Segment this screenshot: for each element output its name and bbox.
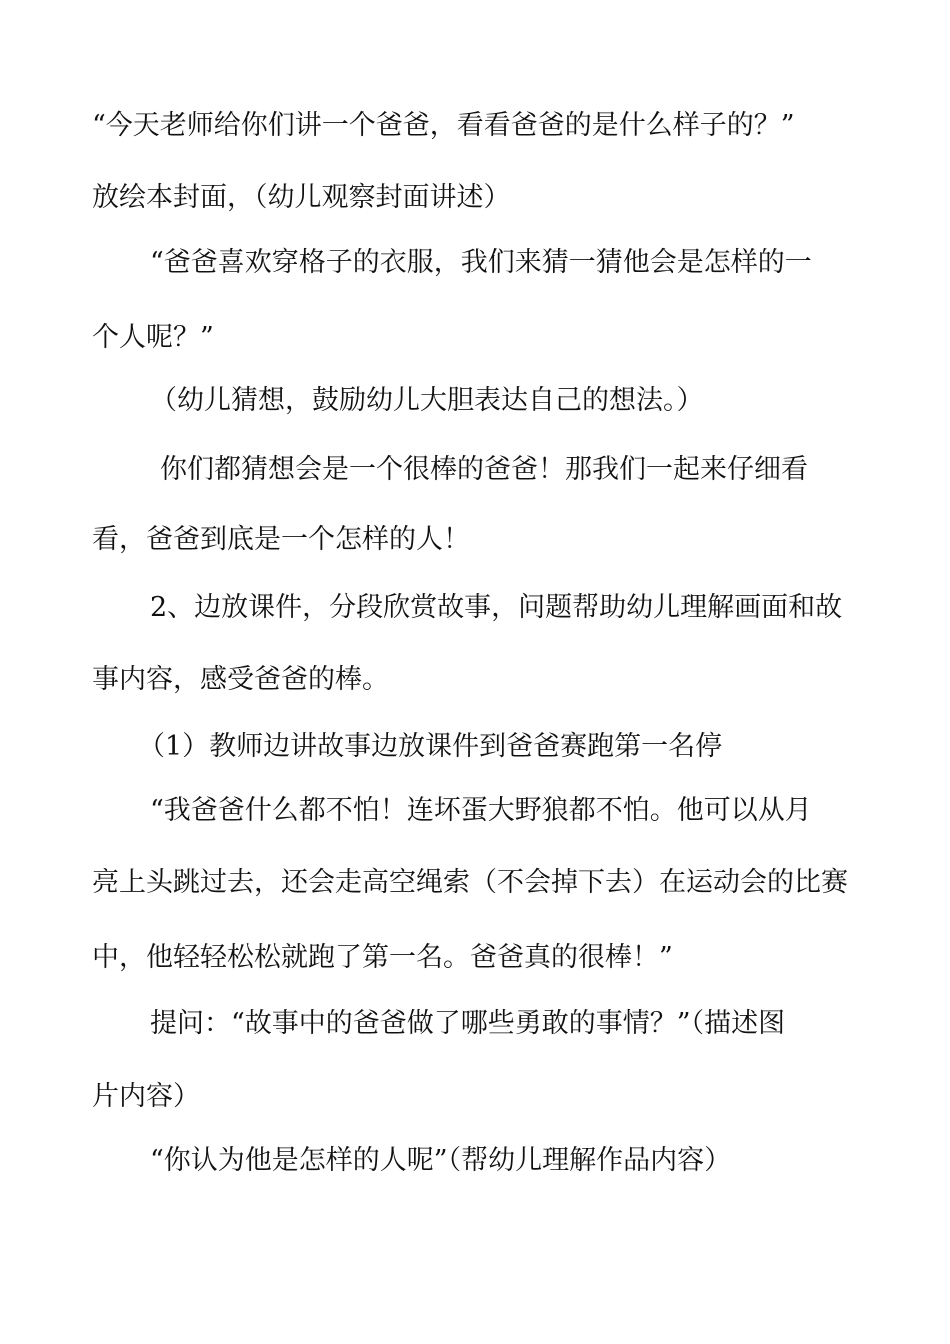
text-line: 亮上头跳过去，还会走高空绳索（不会掉下去）在运动会的比赛 <box>92 867 848 898</box>
text-line: 事内容，感受爸爸的棒。 <box>92 664 389 695</box>
text-line: 2、边放课件，分段欣赏故事，问题帮助幼儿理解画面和故 <box>150 592 843 623</box>
text-line: “你认为他是怎样的人呢”（帮幼儿理解作品内容） <box>150 1145 732 1176</box>
text-line: 片内容） <box>92 1081 200 1112</box>
text-line: （幼儿猜想，鼓励幼儿大胆表达自己的想法。） <box>150 385 704 416</box>
text-line: “今天老师给你们讲一个爸爸，看看爸爸的是什么样子的？” <box>92 110 795 141</box>
text-line: “爸爸喜欢穿格子的衣服，我们来猜一猜他会是怎样的一 <box>150 247 812 278</box>
text-line: “我爸爸什么都不怕！连坏蛋大野狼都不怕。他可以从月 <box>150 795 812 826</box>
text-line: 你们都猜想会是一个很棒的爸爸！那我们一起来仔细看 <box>160 454 808 485</box>
text-line: （1）教师边讲故事边放课件到爸爸赛跑第一名停 <box>138 731 723 762</box>
text-line: 个人呢？” <box>92 322 214 353</box>
text-line: 中，他轻轻松松就跑了第一名。爸爸真的很棒！” <box>92 942 673 973</box>
text-line: 放绘本封面，（幼儿观察封面讲述） <box>92 182 511 213</box>
text-line: 看，爸爸到底是一个怎样的人！ <box>92 524 470 555</box>
text-line: 提问：“故事中的爸爸做了哪些勇敢的事情？”（描述图 <box>150 1008 786 1039</box>
